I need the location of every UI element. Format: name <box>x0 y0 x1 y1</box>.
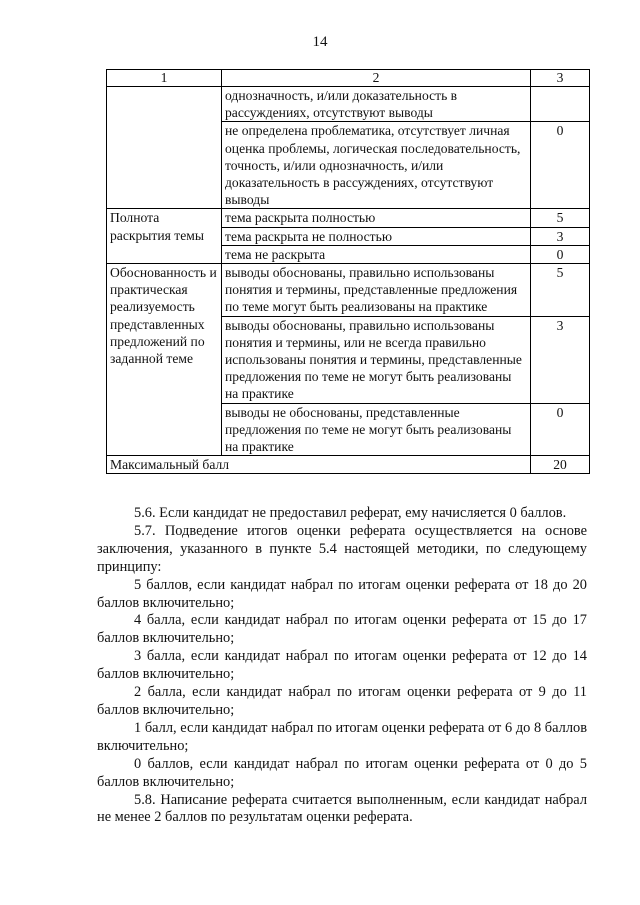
descriptor-cell: выводы обоснованы, правильно использованы понятия и термины, или не всегда правильно использованы понятия и термины, представленные предложения по теме не могут быть реализованы на практике <box>222 316 531 403</box>
paragraph-score-1: 1 балл, если кандидат набрал по итогам оценки реферата от 6 до 8 баллов включительно; <box>97 719 587 754</box>
descriptor-cell: однозначность, и/или доказательность в рассуждениях, отсутствуют выводы <box>222 87 531 122</box>
descriptor-cell: тема раскрыта не полностью <box>222 227 531 245</box>
table-row <box>107 264 590 317</box>
score-cell: 3 <box>531 316 590 403</box>
max-score-value: 20 <box>531 456 590 474</box>
score-cell: 0 <box>531 122 590 209</box>
criterion-name-completeness: Полнота раскрытия темы <box>107 209 222 264</box>
body-text <box>97 505 587 827</box>
descriptor-cell: не определена проблематика, отсутствует личная оценка проблемы, логическая последовательность, точность, и/или однозначность, и/или доказательность в рассуждениях, отсутствуют выводы <box>222 122 531 209</box>
score-cell: 5 <box>531 264 590 317</box>
descriptor-cell: выводы обоснованы, правильно использованы понятия и термины, представленные предложения по теме могут быть реализованы на практике <box>222 264 531 317</box>
descriptor-cell: тема не раскрыта <box>222 245 531 263</box>
score-cell: 5 <box>531 209 590 227</box>
table-row <box>107 209 590 227</box>
evaluation-criteria-table <box>106 69 590 474</box>
paragraph-score-0: 0 баллов, если кандидат набрал по итогам оценки реферата от 0 до 5 баллов включительно; <box>97 755 587 790</box>
paragraph-score-3: 3 балла, если кандидат набрал по итогам оценки реферата от 12 до 14 баллов включительно; <box>97 648 587 683</box>
header-col-1: 1 <box>107 70 222 87</box>
score-cell: 0 <box>531 403 590 456</box>
criterion-name-validity: Обоснованность и практическая реализуемость представленных предложений по заданной теме <box>107 264 222 456</box>
header-col-2: 2 <box>222 70 531 87</box>
descriptor-cell: тема раскрыта полностью <box>222 209 531 227</box>
criterion-cell-continued <box>107 87 222 209</box>
paragraph-5-7: 5.7. Подведение итогов оценки реферата осуществляется на основе заключения, указанного в пункте 5.4 настоящей методики, по следующему принципу: <box>97 522 587 575</box>
score-cell: 3 <box>531 227 590 245</box>
table-row <box>107 87 590 122</box>
descriptor-cell: выводы не обоснованы, представленные предложения по теме не могут быть реализованы на практике <box>222 403 531 456</box>
score-cell: 0 <box>531 245 590 263</box>
paragraph-5-6: 5.6. Если кандидат не предоставил реферат, ему начисляется 0 баллов. <box>134 505 567 521</box>
max-score-label: Максимальный балл <box>107 456 531 474</box>
max-score-row <box>107 456 590 474</box>
paragraph-score-2: 2 балла, если кандидат набрал по итогам оценки реферата от 9 до 11 баллов включительно; <box>97 684 587 718</box>
paragraph-score-4: 4 балла, если кандидат набрал по итогам оценки реферата от 15 до 17 баллов включительно; <box>97 612 587 647</box>
table-header-row <box>107 70 590 87</box>
paragraph-score-5: 5 баллов, если кандидат набрал по итогам оценки реферата от 18 до 20 баллов включительно; <box>97 576 587 611</box>
header-col-3: 3 <box>531 70 590 87</box>
paragraph-5-8: 5.8. Написание реферата считается выполненным, если кандидат набрал не менее 2 баллов по результатам оценки реферата. <box>97 791 587 826</box>
page-number: 14 <box>312 34 328 50</box>
score-cell <box>531 87 590 122</box>
